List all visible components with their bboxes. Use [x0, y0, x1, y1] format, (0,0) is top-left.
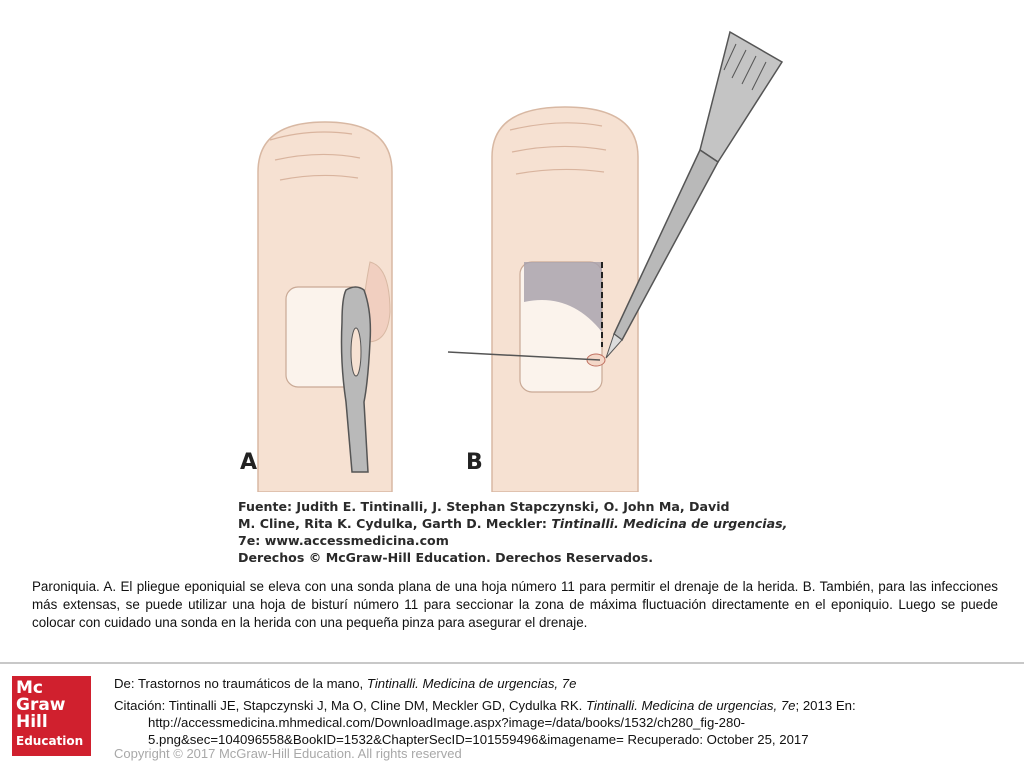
- panel-b-label: B: [466, 450, 483, 475]
- citation-text: Citación: Tintinalli JE, Stapczynski J, Ma O, Cline DM, Meckler GD, Cydulka RK. Tintinalli. Medicina de urgencias, 7e; 2013 En: http://accessmedicina.mhmedical.com/DownloadImage.aspx?image=/data/books/1532/ch280_fig-280- 5.png&sec=104096558&BookID=1532&ChapterSecID=101559496&imagename= Recuperado: October 25, 2017: [114, 697, 1004, 748]
- mcgraw-hill-logo: Mc Graw Hill Education: [12, 676, 91, 756]
- source-line-2: M. Cline, Rita K. Cydulka, Garth D. Meckler:: [238, 516, 552, 531]
- citation-url-line-2: 5.png&sec=104096558&BookID=1532&ChapterSecID=101559496&imagename= Recuperado: October 25, 2017: [148, 732, 809, 747]
- finger-a: [258, 122, 392, 492]
- source-line-1: Fuente: Judith E. Tintinalli, J. Stephan Stapczynski, O. John Ma, David: [238, 499, 730, 514]
- source-chapter: De: Trastornos no traumáticos de la mano, Tintinalli. Medicina de urgencias, 7e: [114, 676, 577, 691]
- citation-url-line-1: http://accessmedicina.mhmedical.com/DownloadImage.aspx?image=/data/books/1532/ch280_fig-280-: [148, 715, 746, 730]
- source-line-3: 7e: www.accessmedicina.com: [238, 533, 449, 548]
- paronychia-figure: [230, 22, 788, 565]
- footer-divider: [0, 662, 1024, 664]
- source-line-4: Derechos © McGraw-Hill Education. Derechos Reservados.: [238, 550, 653, 565]
- finger-illustration: [230, 22, 784, 492]
- finger-b: [492, 107, 638, 492]
- copyright-notice: Copyright © 2017 McGraw-Hill Education. All rights reserved: [114, 746, 462, 761]
- panel-a-label: A: [240, 450, 258, 475]
- source-book-title: Tintinalli. Medicina de urgencias,: [551, 516, 788, 531]
- figure-caption: Paroniquia. A. El pliegue eponiquial se eleva con una sonda plana de una hoja número 11 para permitir el drenaje de la herida. B. También, para las infecciones más extensas, se puede utilizar una hoja de bisturí número 11 para seccionar la zona de máxima fluctuación directamente en el eponiquio. Luego se puede colocar con cuidado una sonda en la herida con una pequeña pinza para asegurar el drenaje.: [32, 579, 998, 630]
- figure-source-credit: [238, 498, 788, 566]
